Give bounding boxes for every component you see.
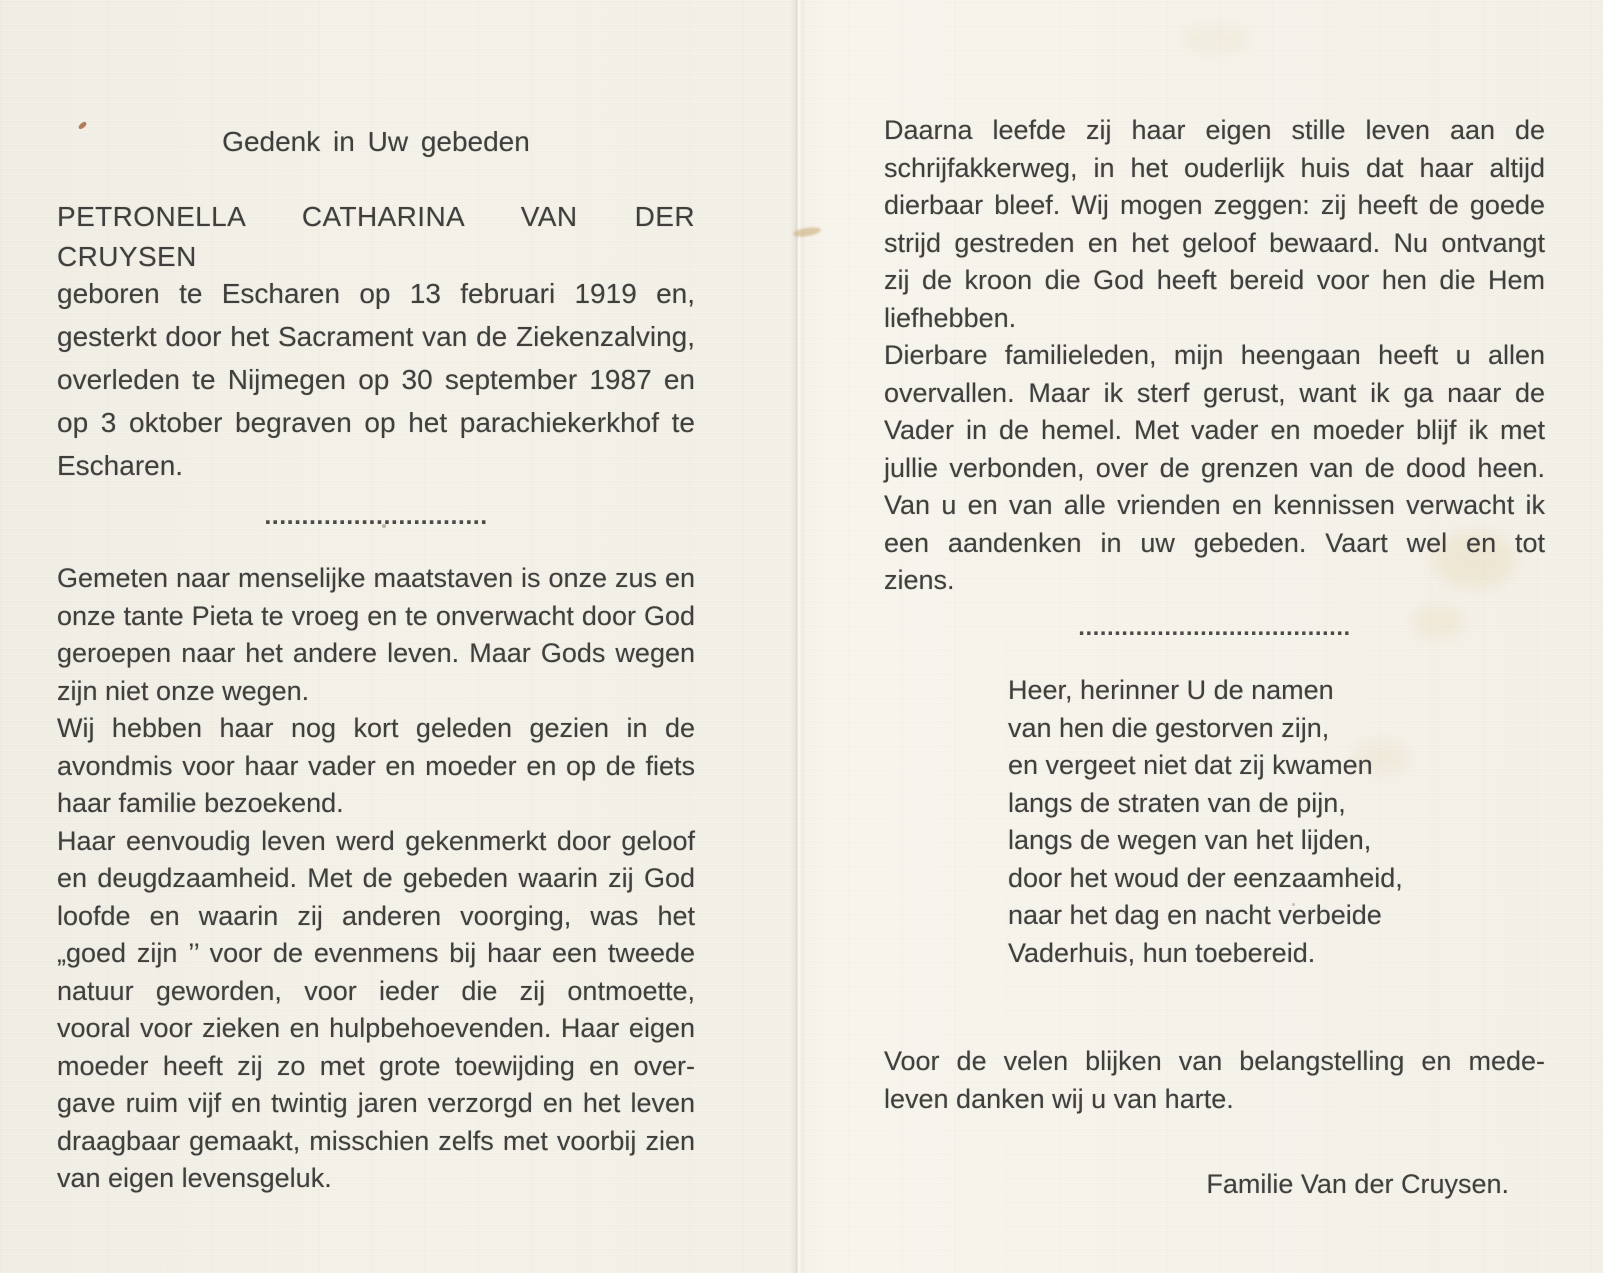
family-signature: Familie Van der Cruysen. xyxy=(1206,1169,1509,1199)
text-line: avondmis voor haar vader en moeder en op de fiets xyxy=(57,750,695,781)
dotted-separator: .............................. xyxy=(264,502,488,530)
farewell-text xyxy=(884,112,1545,600)
text-line: natuur geworden, voor ieder die zij ontmoette, xyxy=(57,975,695,1006)
text-line: Gemeten naar menselijke maatstaven is onze zus en xyxy=(57,563,695,593)
text-line: en deugdzaamheid. Met de gebeden waarin zij God xyxy=(57,863,695,893)
text-line: Voor de velen blijken van belangstelling en mede- xyxy=(884,1046,1545,1076)
deceased-name: PETRONELLA CATHARINA VAN DER CRUYSEN xyxy=(57,201,695,272)
text-line: Wij hebben haar nog kort geleden gezien in de xyxy=(57,713,695,743)
fold-crease xyxy=(789,0,806,1273)
text-line: Escharen. xyxy=(57,450,184,481)
dotted-separator: ...................................... xyxy=(1078,614,1351,641)
text-line: vooral voor zieken en hulpbehoevenden. Haar eigen xyxy=(57,1013,695,1043)
poem-line: langs de wegen van het lijden, xyxy=(1008,825,1372,855)
text-line: dierbaar bleef. Wij mogen zeggen: zij heeft de goede xyxy=(884,190,1545,220)
poem-line: Vaderhuis, hun toebereid. xyxy=(1008,937,1316,968)
text-line: liefhebben. xyxy=(884,302,1017,333)
text-line: overleden te Nijmegen op 30 september 1987 en xyxy=(57,364,695,395)
text-line: een aandenken in uw gebeden. Vaart wel en tot xyxy=(884,527,1545,558)
text-line: loofde en waarin zij anderen voorging, was het xyxy=(57,900,695,931)
text-line: Vader in de hemel. Met vader en moeder blijf ik met xyxy=(884,415,1545,445)
poem-line: en vergeet niet dat zij kwamen xyxy=(1008,750,1373,780)
poem-line: langs de straten van de pijn, xyxy=(1008,787,1346,818)
text-line: ziens. xyxy=(884,565,955,595)
text-line: draagbaar gemaakt, misschien zelfs met voorbij zien xyxy=(57,1125,695,1156)
text-line: gave ruim vijf en twintig jaren verzorgd en het leven xyxy=(57,1088,695,1118)
text-line: Daarna leefde zij haar eigen stille leven aan de xyxy=(884,115,1545,145)
memorial-text xyxy=(57,560,695,1198)
text-line: op 3 oktober begraven op het parachiekerkhof te xyxy=(57,407,695,438)
text-line: zijn niet onze wegen. xyxy=(57,675,310,706)
text-line: onze tante Pieta te vroeg en te onverwacht door God xyxy=(57,600,695,631)
memorial-poem xyxy=(1008,672,1545,972)
text-line: Dierbare familieleden, mijn heengaan heeft u allen xyxy=(884,340,1545,370)
text-line: overvallen. Maar ik sterf gerust, want ik ga naar de xyxy=(884,377,1545,408)
text-line: geroepen naar het andere leven. Maar Gods wegen xyxy=(57,638,695,668)
text-line: geboren te Escharen op 13 februari 1919 en, xyxy=(57,278,695,309)
text-line: leven danken wij u van harte. xyxy=(884,1083,1234,1114)
text-line: jullie verbonden, over de grenzen van de dood heen. xyxy=(884,452,1545,483)
text-line: moeder heeft zij zo met grote toewijding en over- xyxy=(57,1050,695,1081)
prayer-heading: Gedenk in Uw gebeden xyxy=(222,126,530,157)
left-page xyxy=(57,0,695,1273)
text-line: „goed zijn ’’ voor de evenmens bij haar een tweede xyxy=(57,938,695,968)
text-line: Van u en van alle vrienden en kennissen verwacht ik xyxy=(884,490,1545,520)
poem-line: door het woud der eenzaamheid, xyxy=(1008,862,1403,893)
poem-line: naar het dag en nacht verbeide xyxy=(1008,900,1382,930)
text-line: zij de kroon die God heeft bereid voor hen die Hem xyxy=(884,265,1545,295)
text-line: van eigen levensgeluk. xyxy=(57,1163,332,1193)
poem-line: van hen die gestorven zijn, xyxy=(1008,712,1330,743)
text-line: strijd gestreden en het geloof bewaard. Nu ontvangt xyxy=(884,227,1545,258)
birth-death-paragraph xyxy=(57,272,695,487)
poem-line: Heer, herinner U de namen xyxy=(1008,675,1334,705)
text-line: gesterkt door het Sacrament van de Ziekenzalving, xyxy=(57,321,695,352)
text-line: schrijfakkerweg, in het ouderlijk huis dat haar altijd xyxy=(884,152,1545,183)
right-page xyxy=(884,0,1545,1273)
thanks-paragraph xyxy=(884,1043,1545,1118)
text-line: Haar eenvoudig leven werd gekenmerkt door geloof xyxy=(57,825,695,856)
text-line: haar familie bezoekend. xyxy=(57,788,344,818)
